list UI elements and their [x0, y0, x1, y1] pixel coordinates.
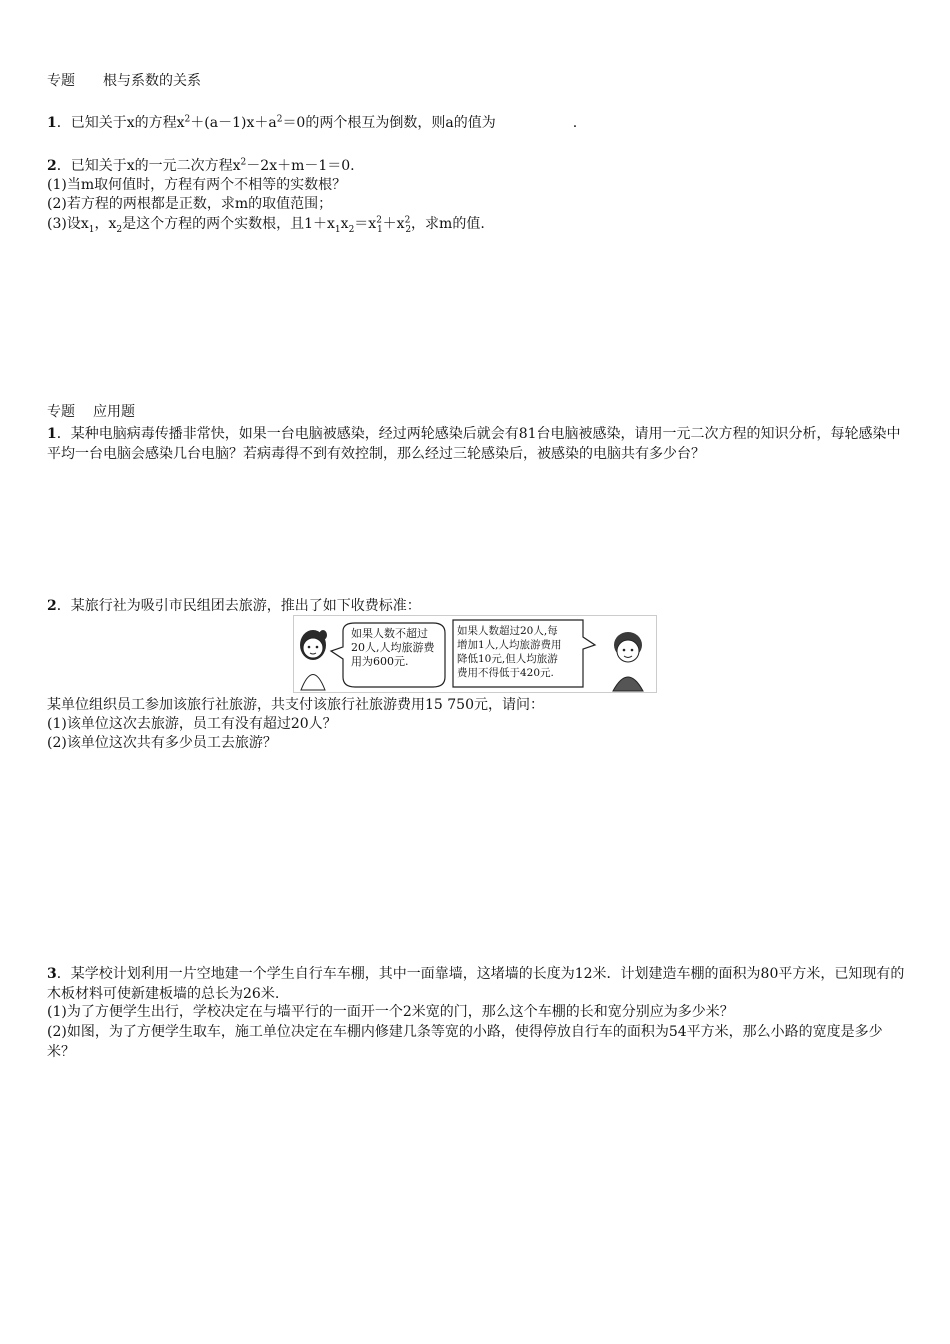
subscript: 1	[88, 224, 95, 235]
section-title: 根与系数的关系	[103, 73, 201, 89]
bubble-line: 降低10元,但人均旅游	[457, 653, 558, 665]
question-text: ．某种电脑病毒传播非常快，如果一台电脑被感染，经过两轮感染后就会有81台电脑被感染，请用一元二次方程的知识分析，每轮感染中平均一台电脑会感染几台电脑？若病毒得不到有效控制，那么经过三轮感染后，被感染的电脑共有多少台？	[47, 426, 901, 462]
bubble-line: 增加1人,人均旅游费用	[457, 639, 562, 651]
question-text: ，x	[94, 216, 117, 232]
question-2-stem	[47, 157, 355, 175]
question-number: 3	[47, 966, 57, 982]
application-question-3-part-1: (1)为了方便学生出行，学校决定在与墙平行的一面开一个2米宽的门，那么这个车棚的长和宽分别应为多少米？	[47, 1004, 734, 1020]
section-header-roots	[47, 72, 201, 90]
question-text: x	[340, 216, 349, 232]
period: .	[572, 115, 578, 131]
question-text: ．已知关于x的一元二次方程x	[56, 158, 241, 174]
bubble-line: 20人,人均旅游费	[351, 641, 435, 654]
question-2-part-2: (2)若方程的两根都是正数，求m的取值范围；	[47, 196, 333, 212]
application-question-1	[47, 424, 905, 464]
question-text: 是这个方程的两个实数根，且1＋x	[122, 216, 335, 232]
question-text: ，求m的值.	[411, 216, 485, 232]
question-text: ．已知关于x的方程x	[56, 115, 185, 131]
section-header-applications	[47, 403, 135, 421]
superscript: 2	[376, 215, 382, 226]
question-text: ＝x	[354, 216, 377, 232]
bubble-left-text	[351, 627, 443, 669]
bubble-right-text	[457, 624, 583, 680]
bubble-line: 如果人数超过20人,每	[457, 625, 558, 637]
superscript: 2	[184, 114, 191, 125]
subscript: 2	[116, 224, 123, 235]
section-title: 应用题	[93, 404, 135, 420]
question-text: －2x＋m－1＝0.	[246, 158, 355, 174]
bubble-line: 用为600元.	[351, 655, 409, 668]
question-number: 2	[47, 598, 57, 614]
superscript: 2	[276, 114, 283, 125]
subscript: 1	[334, 224, 341, 235]
subscript: 2	[405, 224, 412, 235]
question-text: ．某学校计划利用一片空地建一个学生自行车车棚，其中一面靠墙，这堵墙的长度为12米．计划建造车棚的面积为80平方米，已知现有的木板材料可使新建板墙的总长为26米.	[47, 966, 905, 1002]
question-number: 1	[47, 426, 57, 442]
superscript: 2	[404, 215, 411, 226]
question-1-roots	[47, 114, 577, 132]
application-question-2-line1: 某单位组织员工参加该旅行社旅游，共支付该旅行社旅游费用15 750元，请问：	[47, 697, 544, 713]
subscript: 2	[348, 224, 355, 235]
question-text: ＋x	[382, 216, 405, 232]
question-text: ．某旅行社为吸引市民组团去旅游，推出了如下收费标准：	[56, 598, 421, 614]
question-number: 2	[47, 158, 57, 174]
bubble-line: 费用不得低于420元.	[457, 667, 554, 679]
superscript: 2	[240, 157, 247, 168]
bubble-line: 如果人数不超过	[351, 627, 428, 640]
question-text: ＋(a－1)x＋a	[190, 115, 277, 131]
question-text: (3)设x	[47, 216, 89, 232]
question-2-part-3	[47, 215, 485, 233]
application-question-2-part-2: (2)该单位这次共有多少员工去旅游？	[47, 735, 277, 751]
section-label: 专题	[47, 73, 75, 89]
subscript: 1	[376, 224, 383, 235]
question-2-part-1: (1)当m取何值时，方程有两个不相等的实数根？	[47, 177, 347, 193]
section-label: 专题	[47, 404, 75, 420]
question-text: ＝0的两个根互为倒数，则a的值为	[282, 115, 496, 131]
pricing-illustration	[293, 615, 657, 693]
application-question-3	[47, 964, 905, 1004]
application-question-2-intro	[47, 597, 421, 615]
application-question-3-part-2: (2)如图，为了方便学生取车，施工单位决定在车棚内修建几条等宽的小路，使得停放自行车的面积为54平方米，那么小路的宽度是多少米？	[47, 1024, 883, 1060]
application-question-2-part-1: (1)该单位这次去旅游，员工有没有超过20人？	[47, 716, 337, 732]
question-number: 1	[47, 115, 57, 131]
